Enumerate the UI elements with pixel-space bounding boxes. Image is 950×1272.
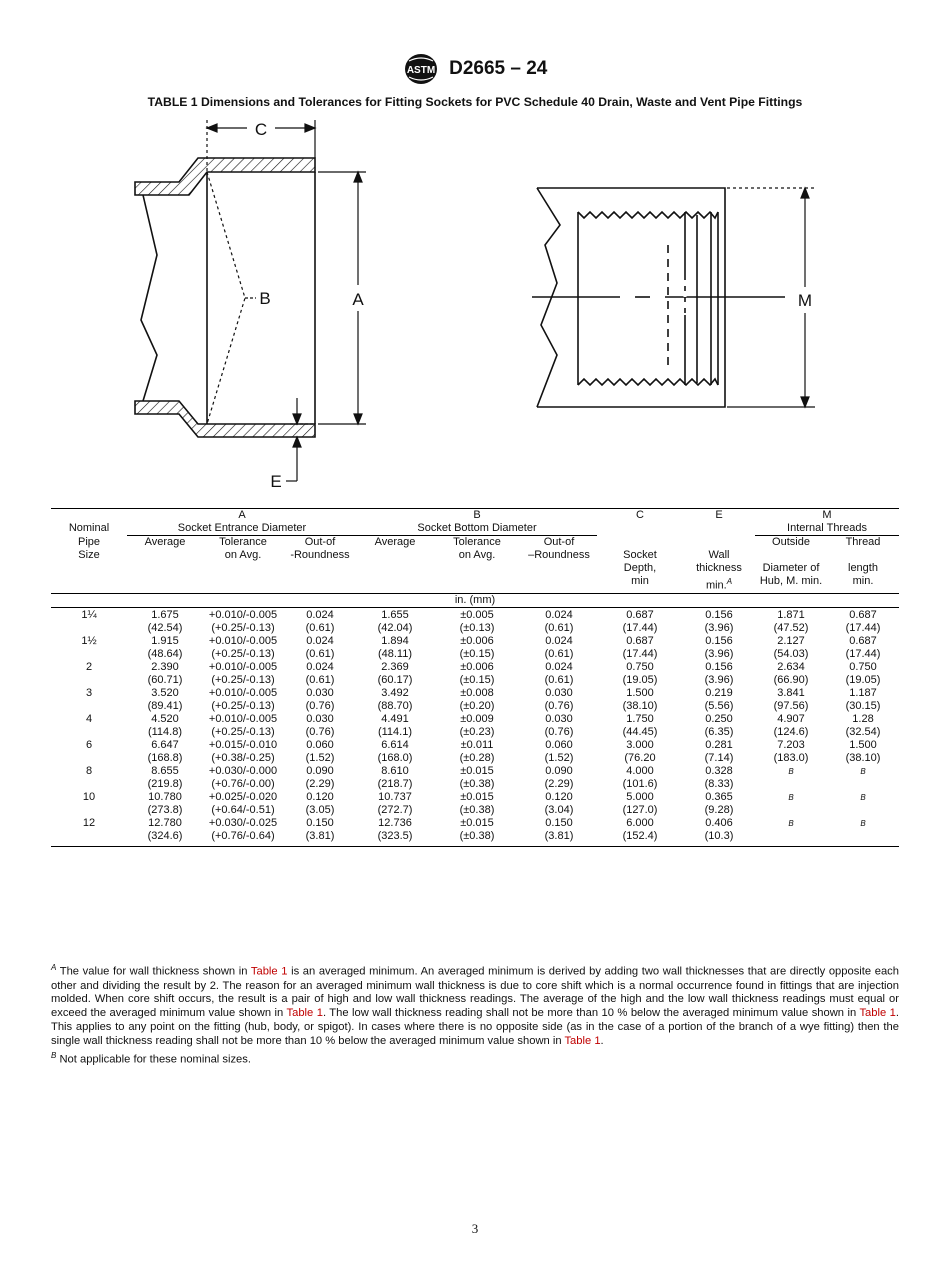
table-row [51, 739, 899, 765]
cell-b-tol: ±0.005 (±0.13) [459, 608, 495, 634]
header-b-tolerance-1: Tolerance [453, 536, 501, 548]
cell-b-oor: 0.024 (0.61) [544, 634, 574, 660]
column-header-row [51, 536, 899, 563]
cell-nominal-size: 12 [82, 816, 96, 829]
table-row [51, 765, 899, 791]
cell-b-oor: 0.024 (0.61) [544, 660, 574, 686]
cell-c: 0.687 (17.44) [622, 634, 658, 660]
header-m-tl-1: Thread [845, 536, 881, 548]
cell-a-tol: +0.010/-0.005 (+0.25/-0.13) [208, 686, 278, 712]
cell-b-tol: ±0.009 (±0.23) [459, 712, 495, 738]
cell-a-tol: +0.015/-0.010 (+0.38/-0.25) [208, 738, 278, 764]
table-row [51, 791, 899, 817]
cell-a-oor: 0.150 (3.81) [305, 816, 335, 842]
astm-logo [403, 52, 439, 86]
header-m-od-2: Diameter of [762, 562, 820, 574]
cell-a-tol: +0.030/-0.000 (+0.76/-0.00) [208, 764, 278, 790]
threaded-fitting-drawing [532, 188, 785, 407]
cell-m-tl: 0.750 (19.05) [845, 660, 881, 686]
table-row [51, 687, 899, 713]
units-label: in. (mm) [51, 593, 899, 607]
table-1-link[interactable]: Table 1 [564, 1034, 601, 1047]
cell-b-avg: 8.610 (218.7) [377, 764, 413, 790]
header-a-tolerance-2: on Avg. [224, 549, 262, 561]
group-header-row [51, 509, 899, 523]
table-body [51, 607, 899, 843]
cell-nominal-size: 2 [85, 660, 93, 673]
subgroup-m: Internal Threads [755, 522, 899, 536]
cell-a-avg: 1.675 (42.54) [147, 608, 183, 634]
subgroup-header-row [51, 522, 899, 536]
cell-m-tl: B [860, 792, 866, 802]
footnote-a-mark: A [51, 963, 57, 972]
astm-logo-text: ASTM [406, 65, 435, 76]
cell-e: 0.219 (5.56) [704, 686, 734, 712]
cell-e: 0.281 (7.14) [704, 738, 734, 764]
header-a-tolerance-1: Tolerance [219, 536, 267, 548]
cell-b-tol: ±0.015 (±0.38) [459, 816, 495, 842]
cell-a-avg: 10.780 (273.8) [147, 790, 183, 816]
header-m-tl-3: min. [852, 575, 874, 587]
subgroup-b: Socket Bottom Diameter [357, 522, 597, 536]
cell-b-avg: 12.736 (323.5) [377, 816, 413, 842]
header-m-tl-2: length [848, 562, 878, 574]
cell-b-tol: ±0.011 (±0.28) [459, 738, 495, 764]
cell-a-tol: +0.010/-0.005 (+0.25/-0.13) [208, 608, 278, 634]
cell-b-oor: 0.030 (0.76) [544, 686, 574, 712]
group-a: A [127, 509, 357, 523]
cell-a-avg: 2.390 (60.71) [147, 660, 183, 686]
cell-b-avg: 10.737 (272.7) [377, 790, 413, 816]
table-row [51, 607, 899, 635]
cell-e: 0.250 (6.35) [704, 712, 734, 738]
cell-c: 3.000 (76.20 [624, 738, 656, 764]
cell-m-od: 1.871 (47.52) [773, 608, 809, 634]
table-1-link[interactable]: Table 1 [859, 1007, 896, 1020]
cell-b-avg: 1.894 (48.11) [377, 634, 413, 660]
cell-a-oor: 0.024 (0.61) [305, 660, 335, 686]
cell-a-oor: 0.120 (3.05) [305, 790, 335, 816]
header-b-oor-2: –Roundness [528, 549, 590, 561]
cell-a-tol: +0.030/-0.025 (+0.76/-0.64) [208, 816, 278, 842]
header-b-tolerance-2: on Avg. [458, 549, 496, 561]
header-b-oor-1: Out-of [543, 536, 575, 548]
cell-a-tol: +0.025/-0.020 (+0.64/-0.51) [208, 790, 278, 816]
table-bottom-rule [51, 843, 899, 847]
header-e-1: Wall [708, 549, 730, 561]
group-b: B [357, 509, 597, 523]
group-c: C [597, 509, 683, 523]
cell-a-avg: 1.915 (48.64) [147, 634, 183, 660]
cell-e: 0.328 (8.33) [704, 764, 734, 790]
cell-a-tol: +0.010/-0.005 (+0.25/-0.13) [208, 660, 278, 686]
cell-nominal-size: 4 [85, 712, 93, 725]
header-c-1: Socket [623, 549, 657, 561]
cell-m-od: B [788, 792, 794, 802]
cell-b-avg: 2.369 (60.17) [377, 660, 413, 686]
header-a-oor-2: -Roundness [290, 549, 350, 561]
header-size-1: Nominal [68, 522, 110, 534]
cell-b-oor: 0.060 (1.52) [544, 738, 574, 764]
cell-m-od: 3.841 (97.56) [773, 686, 809, 712]
cell-m-tl: 1.28 (32.54) [845, 712, 881, 738]
cell-e: 0.156 (3.96) [704, 634, 734, 660]
table-row [51, 713, 899, 739]
cell-nominal-size: 10 [82, 790, 96, 803]
document-header [0, 52, 950, 86]
cell-b-oor: 0.150 (3.81) [544, 816, 574, 842]
cell-a-oor: 0.030 (0.76) [305, 686, 335, 712]
fitting-socket-diagram [0, 115, 950, 495]
socket-drawing [135, 158, 315, 437]
cell-a-tol: +0.010/-0.005 (+0.25/-0.13) [208, 712, 278, 738]
header-size-2: Pipe [77, 535, 101, 548]
cell-a-oor: 0.060 (1.52) [305, 738, 335, 764]
document-id: D2665 – 24 [449, 58, 548, 79]
units-row [51, 593, 899, 607]
table-1-link[interactable]: Table 1 [250, 965, 288, 978]
cell-b-avg: 3.492 (88.70) [377, 686, 413, 712]
header-b-average: Average [374, 536, 416, 548]
cell-m-od: 2.127 (54.03) [773, 634, 809, 660]
cell-b-tol: ±0.006 (±0.15) [459, 660, 495, 686]
cell-c: 1.750 (44.45) [622, 712, 658, 738]
table-title: TABLE 1 Dimensions and Tolerances for Fitting Sockets for PVC Schedule 40 Drain, Waste and Vent Pipe Fittings [147, 95, 803, 109]
cell-b-oor: 0.024 (0.61) [544, 608, 574, 634]
cell-e: 0.156 (3.96) [704, 608, 734, 634]
header-e-2: thickness [696, 562, 742, 574]
table-footnotes [51, 961, 899, 1067]
cell-b-avg: 4.491 (114.1) [377, 712, 413, 738]
header-c-2: Depth, [623, 562, 657, 574]
cell-e: 0.365 (9.28) [704, 790, 734, 816]
subgroup-a: Socket Entrance Diameter [127, 522, 357, 536]
header-a-average: Average [144, 536, 186, 548]
header-e-3: min. [705, 579, 727, 592]
page-number: 3 [471, 1221, 479, 1236]
table-1-link[interactable]: Table 1 [286, 1007, 323, 1020]
cell-b-oor: 0.090 (2.29) [544, 764, 574, 790]
cell-m-tl: 1.500 (38.10) [845, 738, 881, 764]
cell-a-avg: 3.520 (89.41) [147, 686, 183, 712]
footnote-b: $^B$ Not applicable for these nominal sizes. [51, 1050, 251, 1066]
cell-nominal-size: 3 [85, 686, 93, 699]
header-c-3: min [631, 575, 649, 587]
cell-e: 0.406 (10.3) [704, 816, 734, 842]
label-m: M [797, 291, 813, 310]
group-e: E [683, 509, 755, 523]
dimension-e [286, 398, 315, 481]
cell-nominal-size: 8 [85, 764, 93, 777]
dimensions-table [51, 508, 899, 847]
header-m-od-3: Hub, M. min. [759, 575, 823, 587]
footnote-b-mark: B [51, 1050, 57, 1060]
table-row [51, 661, 899, 687]
header-e-footnote-mark: A [726, 577, 733, 586]
cell-b-tol: ±0.006 (±0.15) [459, 634, 495, 660]
cell-c: 0.750 (19.05) [622, 660, 658, 686]
header-a-oor-1: Out-of [304, 536, 336, 548]
cell-e: 0.156 (3.96) [704, 660, 734, 686]
cell-nominal-size: 1¼ [81, 608, 97, 621]
label-c: C [254, 120, 268, 139]
cell-c: 6.000 (152.4) [622, 816, 658, 842]
cell-b-tol: ±0.008 (±0.20) [459, 686, 495, 712]
cell-m-od: 7.203 (183.0) [773, 738, 809, 764]
cell-a-oor: 0.024 (0.61) [305, 608, 335, 634]
table-row [51, 635, 899, 661]
cell-c: 5.000 (127.0) [622, 790, 658, 816]
cell-a-oor: 0.030 (0.76) [305, 712, 335, 738]
column-header-row-2 [51, 562, 899, 593]
cell-a-avg: 12.780 (324.6) [147, 816, 183, 842]
cell-m-od: B [788, 766, 794, 776]
cell-a-avg: 6.647 (168.8) [147, 738, 183, 764]
cell-b-tol: ±0.015 (±0.38) [459, 764, 495, 790]
cell-nominal-size: 6 [85, 738, 93, 751]
header-m-od-1: Outside [772, 536, 810, 548]
cell-c: 0.687 (17.44) [622, 608, 658, 634]
cell-c: 4.000 (101.6) [622, 764, 658, 790]
cell-a-oor: 0.090 (2.29) [305, 764, 335, 790]
cell-a-tol: +0.010/-0.005 (+0.25/-0.13) [208, 634, 278, 660]
cell-m-tl: 0.687 (17.44) [845, 634, 881, 660]
cell-m-od: 2.634 (66.90) [773, 660, 809, 686]
cell-a-avg: 4.520 (114.8) [147, 712, 183, 738]
cell-m-tl: B [860, 818, 866, 828]
table-row [51, 817, 899, 843]
cell-c: 1.500 (38.10) [622, 686, 658, 712]
group-m: M [755, 509, 899, 523]
header-size-3: Size [78, 548, 100, 561]
dimension-b [207, 172, 256, 424]
cell-b-oor: 0.030 (0.76) [544, 712, 574, 738]
cell-b-avg: 6.614 (168.0) [377, 738, 413, 764]
label-e: E [270, 472, 282, 491]
cell-b-oor: 0.120 (3.04) [544, 790, 574, 816]
cell-a-oor: 0.024 (0.61) [305, 634, 335, 660]
label-b: B [259, 289, 271, 308]
cell-m-od: 4.907 (124.6) [773, 712, 809, 738]
cell-b-tol: ±0.015 (±0.38) [459, 790, 495, 816]
cell-b-avg: 1.655 (42.04) [377, 608, 413, 634]
label-a: A [352, 290, 364, 309]
cell-m-od: B [788, 818, 794, 828]
cell-nominal-size: 1½ [81, 634, 97, 647]
cell-a-avg: 8.655 (219.8) [147, 764, 183, 790]
cell-m-tl: B [860, 766, 866, 776]
footnote-a: $^A$ The value for wall thickness shown in Table 1 is an averaged minimum. An averaged minimum is derived by adding two wall thicknesses that are directly opposite each other and dividing the result by 2. The reason for an averaged minimum wall thickness is due to core shift which is a normal occurrence found in fittings that are injection molded. When core shift occurs, the result is a pair of high and low wall thickness readings. The average of the high and the low wall thickness readings must equal or exceed the averaged minimum value shown in Table 1. The low wall thickness reading shall not be more than 10 % below the averaged minimum value shown in Table 1. This applies to any point on the fitting (hub, body, or spigot). In cases where there is no opposite side (as in the case of a portion of the branch of a wye fitting) then the single wall thickness reading shall not be more than 10 % below the averaged minimum value shown in Table 1. [51, 963, 900, 1047]
cell-m-tl: 0.687 (17.44) [845, 608, 881, 634]
cell-m-tl: 1.187 (30.15) [845, 686, 881, 712]
